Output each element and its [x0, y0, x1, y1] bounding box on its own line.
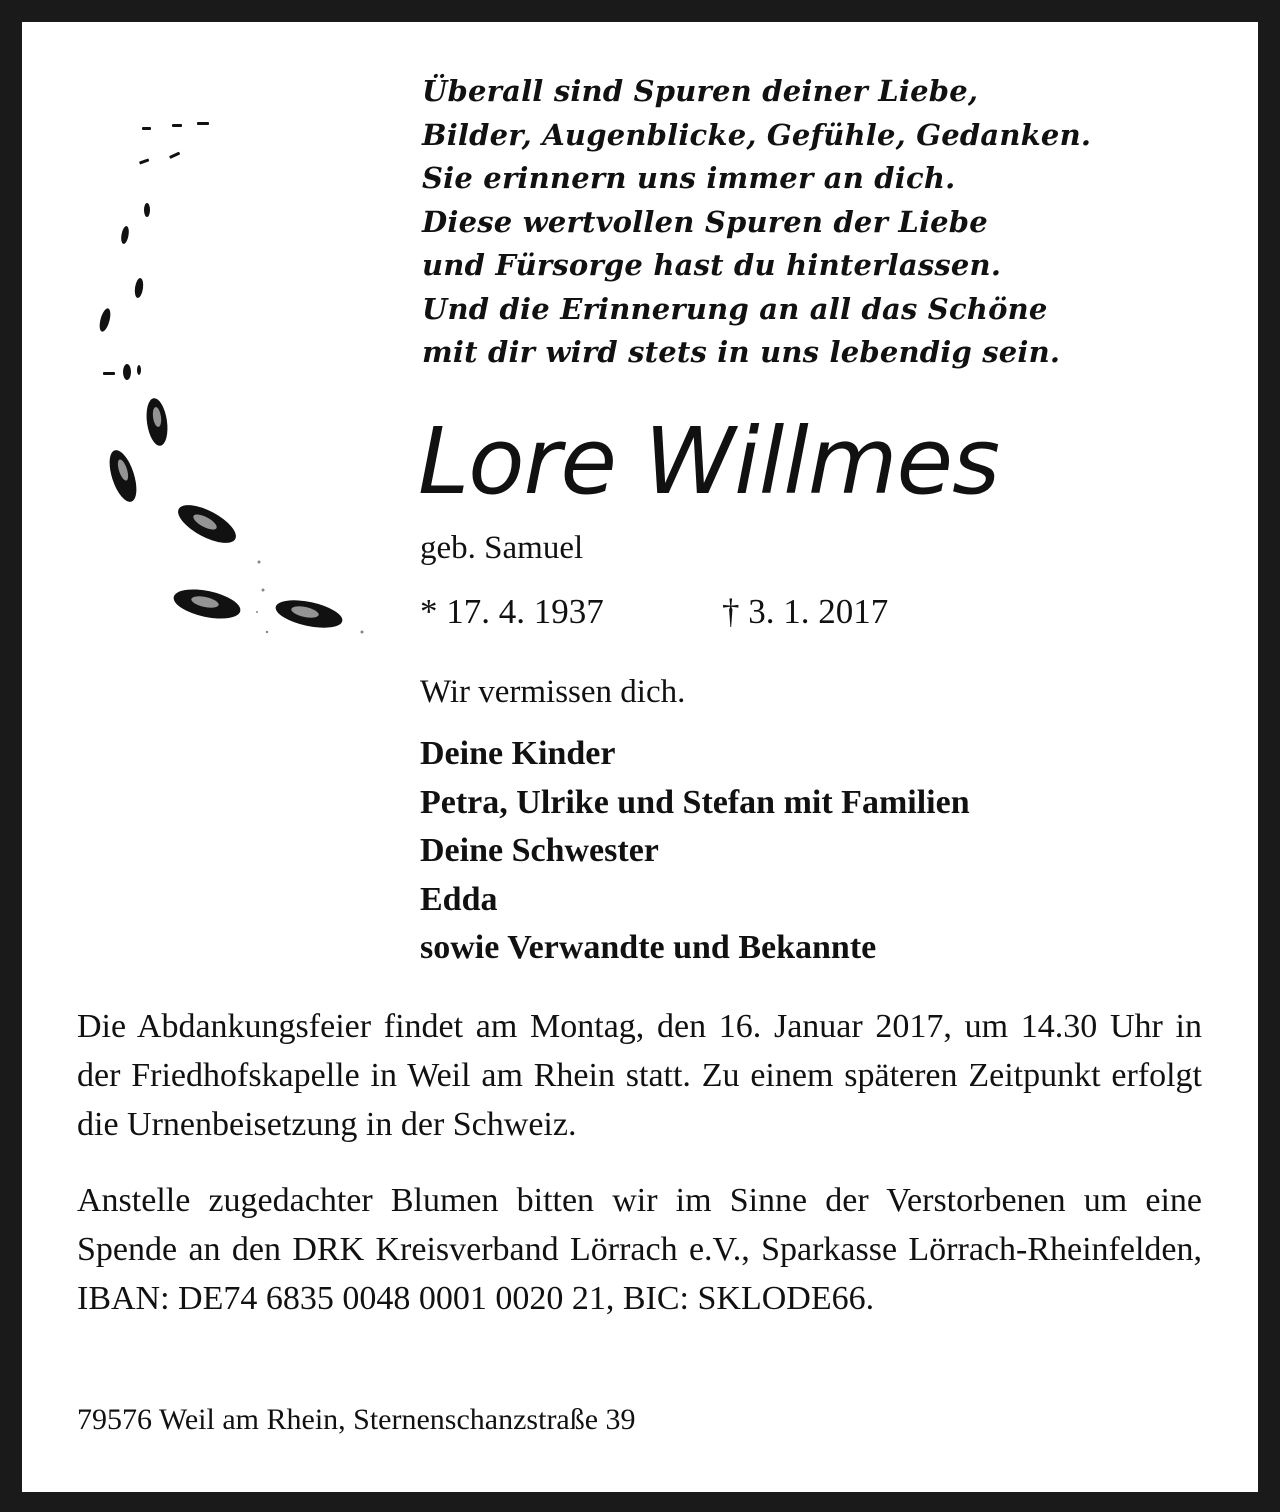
birth-date: * 17. 4. 1937 — [420, 592, 604, 631]
poem — [422, 70, 1222, 375]
mourner-line: Petra, Ulrike und Stefan mit Familien — [420, 783, 970, 821]
mourners-list — [420, 730, 970, 973]
mourner-line: Deine Schwester — [420, 832, 659, 869]
poem-line: und Fürsorge hast du hinterlassen. — [422, 248, 1002, 282]
deceased-name: Lore Willmes — [418, 408, 1000, 515]
poem-line: Überall sind Spuren deiner Liebe, — [422, 74, 979, 108]
poem-line: Diese wertvollen Spuren der Liebe — [422, 204, 988, 239]
farewell-message: Wir vermissen dich. — [420, 674, 686, 710]
mourner-line: sowie Verwandte und Bekannte — [420, 929, 877, 966]
mourner-line: Edda — [420, 880, 498, 918]
ceremony-info: Die Abdankungsfeier findet am Montag, den 16. Januar 2017, um 14.30 Uhr in der Friedhofskapelle in Weil am Rhein statt. Zu einem späteren Zeitpunkt erfolgt die Urnenbeisetzung in der Schweiz. — [77, 1008, 1202, 1143]
death-date: † 3. 1. 2017 — [722, 592, 889, 631]
maiden-name: geb. Samuel — [420, 530, 584, 566]
poem-line: mit dir wird stets in uns lebendig sein. — [422, 335, 1061, 369]
mourner-line: Deine Kinder — [420, 735, 616, 772]
poem-line: Bilder, Augenblicke, Gefühle, Gedanken. — [422, 117, 1092, 152]
poem-line: Sie erinnern uns immer an dich. — [422, 161, 956, 195]
poem-line: Und die Erinnerung an all das Schöne — [422, 291, 1048, 326]
donation-info: Anstelle zugedachter Blumen bitten wir im Sinne der Verstorbenen um eine Spende an den DRK Kreisverband Lörrach e.V., Sparkasse Lörrach-Rheinfelden, IBAN: DE74 6835 0048 0001 0020 21, BIC: SKLODE66. — [77, 1182, 1202, 1317]
obituary-notice — [22, 22, 1258, 1492]
family-address: 79576 Weil am Rhein, Sternenschanzstraße 39 — [77, 1403, 636, 1436]
footprints-icon — [77, 92, 377, 652]
